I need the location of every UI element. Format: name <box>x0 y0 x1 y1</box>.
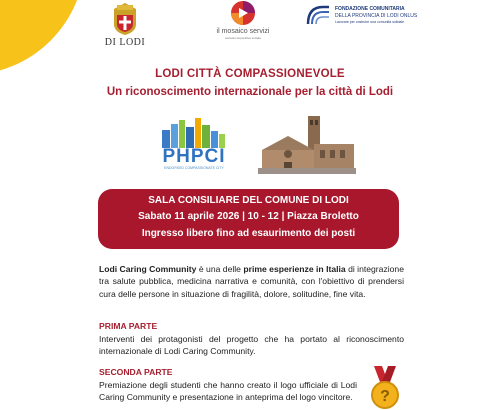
comune-lodi-logo <box>100 0 150 50</box>
phpci-tagline: ENDORSED COMPASSIONATE CITY <box>164 166 224 170</box>
admission-text: Ingresso libero fino ad esaurimento dei posti <box>141 228 356 239</box>
mosaico-logo <box>208 0 278 45</box>
main-title: LODI CITTÀ COMPASSIONEVOLE <box>155 68 345 80</box>
mosaico-logo-subtext: società cooperativa sociale <box>224 36 262 40</box>
city-skyline-icon <box>148 118 240 148</box>
section-heading-seconda-parte: SECONDA PARTE <box>99 367 173 377</box>
fondazione-line3: Lavorare per costruire una comunità solidale <box>335 20 405 24</box>
lodi-logo-text: DI LODI <box>104 37 146 48</box>
mosaico-play-icon <box>228 0 258 28</box>
fondazione-line2: DELLA PROVINCIA DI LODI ONLUS <box>335 13 418 19</box>
fondazione-line1: FONDAZIONE COMUNITARIA <box>335 6 405 12</box>
phpci-logo <box>148 118 240 174</box>
venue-text: SALA CONSILIARE DEL COMUNE DI LODI <box>148 195 349 206</box>
medal-symbol: ? <box>380 388 390 405</box>
subtitle: Un riconoscimento internazionale per la città di Lodi <box>106 86 394 98</box>
section-text-prima-parte: Interventi dei protagonisti del progetto che ha portato al riconoscimento internazionale di Lodi Caring Community. <box>99 334 404 357</box>
intro-bold-first: prime esperienze in Italia <box>243 264 346 274</box>
fondazione-logo <box>305 4 418 30</box>
lodi-cathedral-image <box>258 114 356 174</box>
event-info-banner <box>98 189 399 249</box>
decorative-yellow-circle <box>0 0 85 75</box>
medal-icon <box>366 366 404 410</box>
intro-paragraph <box>99 263 404 300</box>
phpci-wordmark: PHPCI <box>162 146 226 167</box>
mosaico-logo-text: il mosaico servizi <box>216 28 270 35</box>
section-text-seconda-parte: Premiazione degli studenti che hanno creato il logo ufficiale di Lodi Caring Community e presentazione in anteprima del logo vincitore. <box>99 380 357 403</box>
intro-text-2: di integrazione tra salute pubblica, medicina narrativa e comunità, con l'obiettivo di prendersi cura delle persone in situazione di fragilità, dolore, solitudine, fine vita. <box>99 264 404 299</box>
fondazione-emblem-icon <box>305 4 333 28</box>
intro-bold-name: Lodi Caring Community <box>99 264 197 274</box>
date-time-text: Sabato 11 aprile 2026 | 10 - 12 | Piazza Broletto <box>138 211 359 222</box>
intro-text-1: è una delle <box>196 264 244 274</box>
section-heading-prima-parte: PRIMA PARTE <box>99 321 158 331</box>
lodi-crest-icon <box>108 0 142 36</box>
